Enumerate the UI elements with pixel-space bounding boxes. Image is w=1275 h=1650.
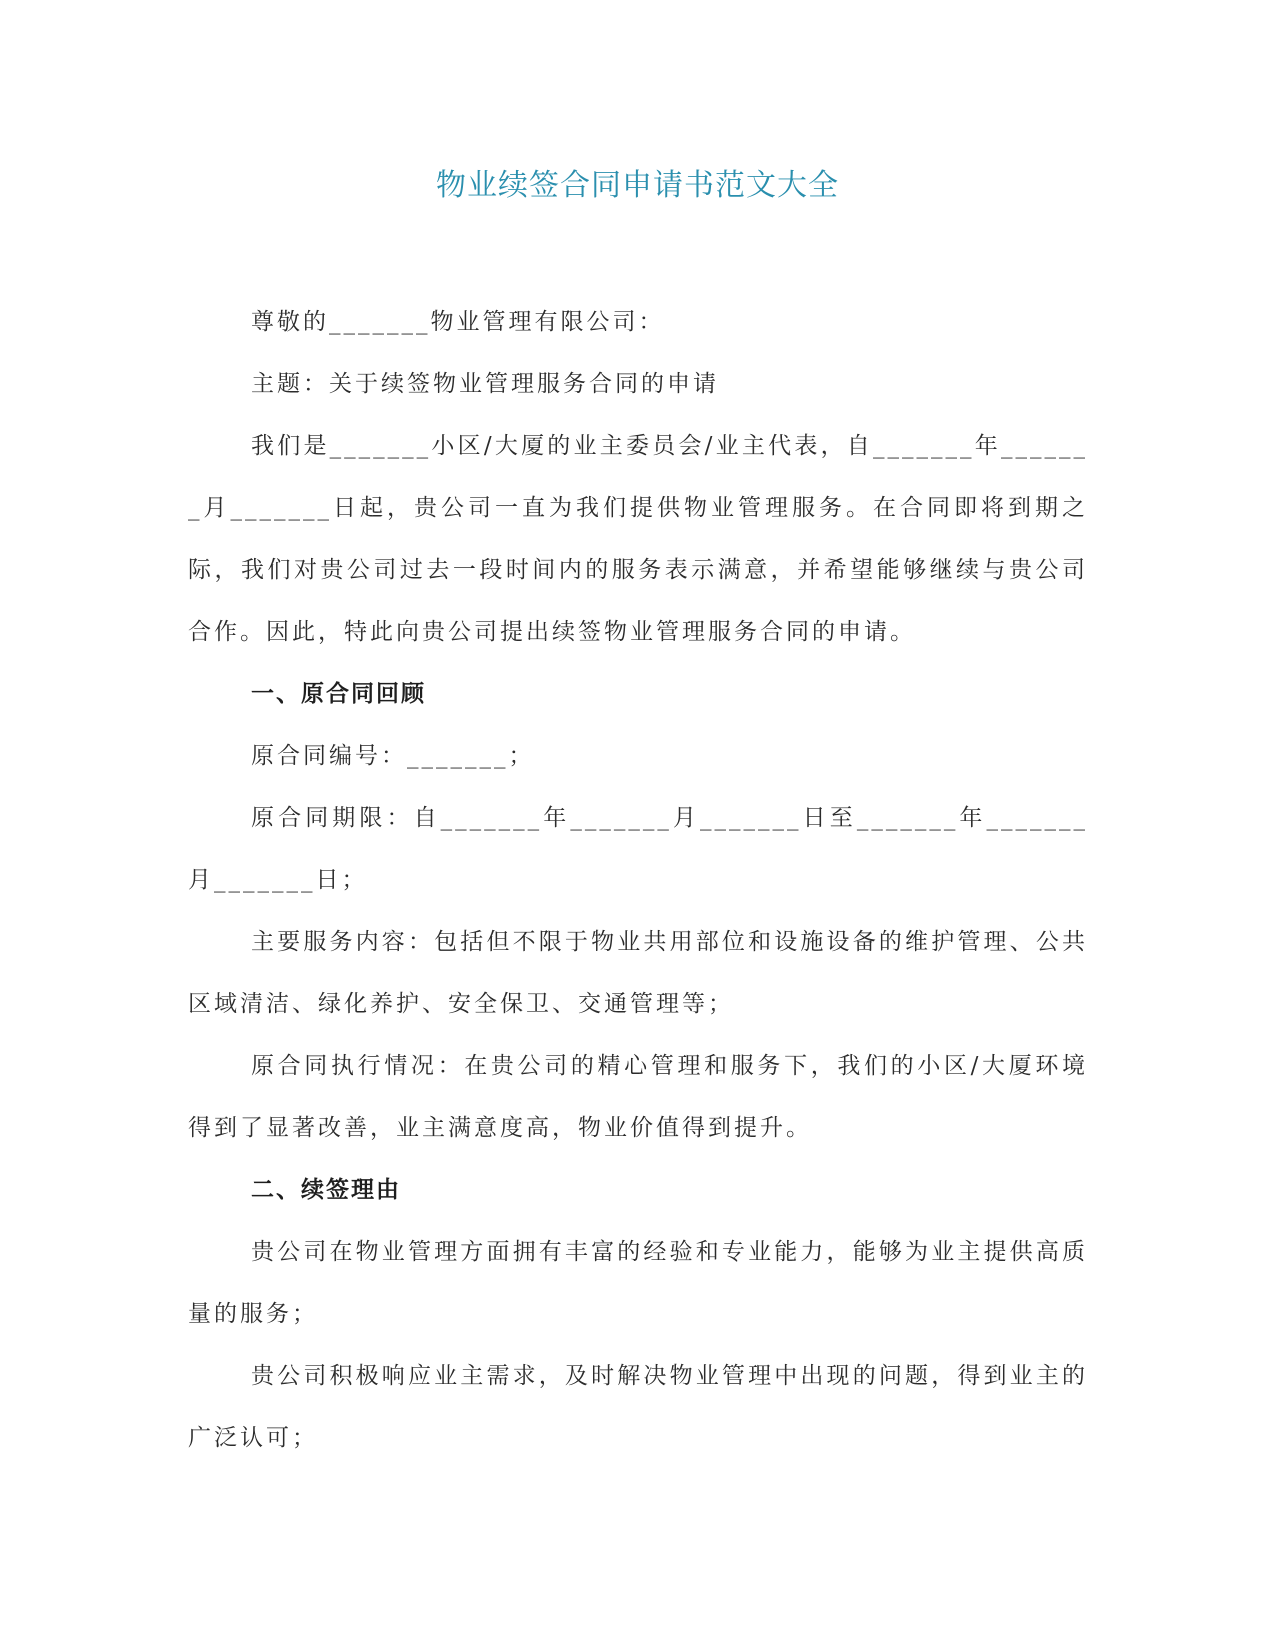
document-body xyxy=(188,291,1088,1469)
document-title: 物业续签合同申请书范文大全 xyxy=(436,168,839,203)
section-heading-contract-review: 一、原合同回顾 xyxy=(251,681,426,707)
salutation: 尊敬的_______物业管理有限公司： xyxy=(251,309,665,335)
renewal-reason-1: 贵公司在物业管理方面拥有丰富的经验和专业能力，能够为业主提供高质量的服务； xyxy=(188,1239,1088,1327)
intro-paragraph: 我们是_______小区/大厦的业主委员会/业主代表，自_______年_______月_______日起，贵公司一直为我们提供物业管理服务。在合同即将到期之际，我们对贵公司过去一段时间内的服务表示满意，并希望能够继续与贵公司合作。因此，特此向贵公司提出续签物业管理服务合同的申请。 xyxy=(188,433,1088,645)
contract-execution: 原合同执行情况：在贵公司的精心管理和服务下，我们的小区/大厦环境得到了显著改善，业主满意度高，物业价值得到提升。 xyxy=(188,1053,1088,1141)
contract-term: 原合同期限：自_______年_______月_______日至_______年_______月_______日； xyxy=(188,805,1088,893)
subject-line: 主题：关于续签物业管理服务合同的申请 xyxy=(251,371,719,397)
main-services: 主要服务内容：包括但不限于物业共用部位和设施设备的维护管理、公共区域清洁、绿化养护、安全保卫、交通管理等； xyxy=(188,929,1088,1017)
section-heading-renewal-reasons: 二、续签理由 xyxy=(251,1177,401,1203)
contract-number: 原合同编号：_______； xyxy=(251,743,535,769)
renewal-reason-2: 贵公司积极响应业主需求，及时解决物业管理中出现的问题，得到业主的广泛认可； xyxy=(188,1363,1088,1451)
